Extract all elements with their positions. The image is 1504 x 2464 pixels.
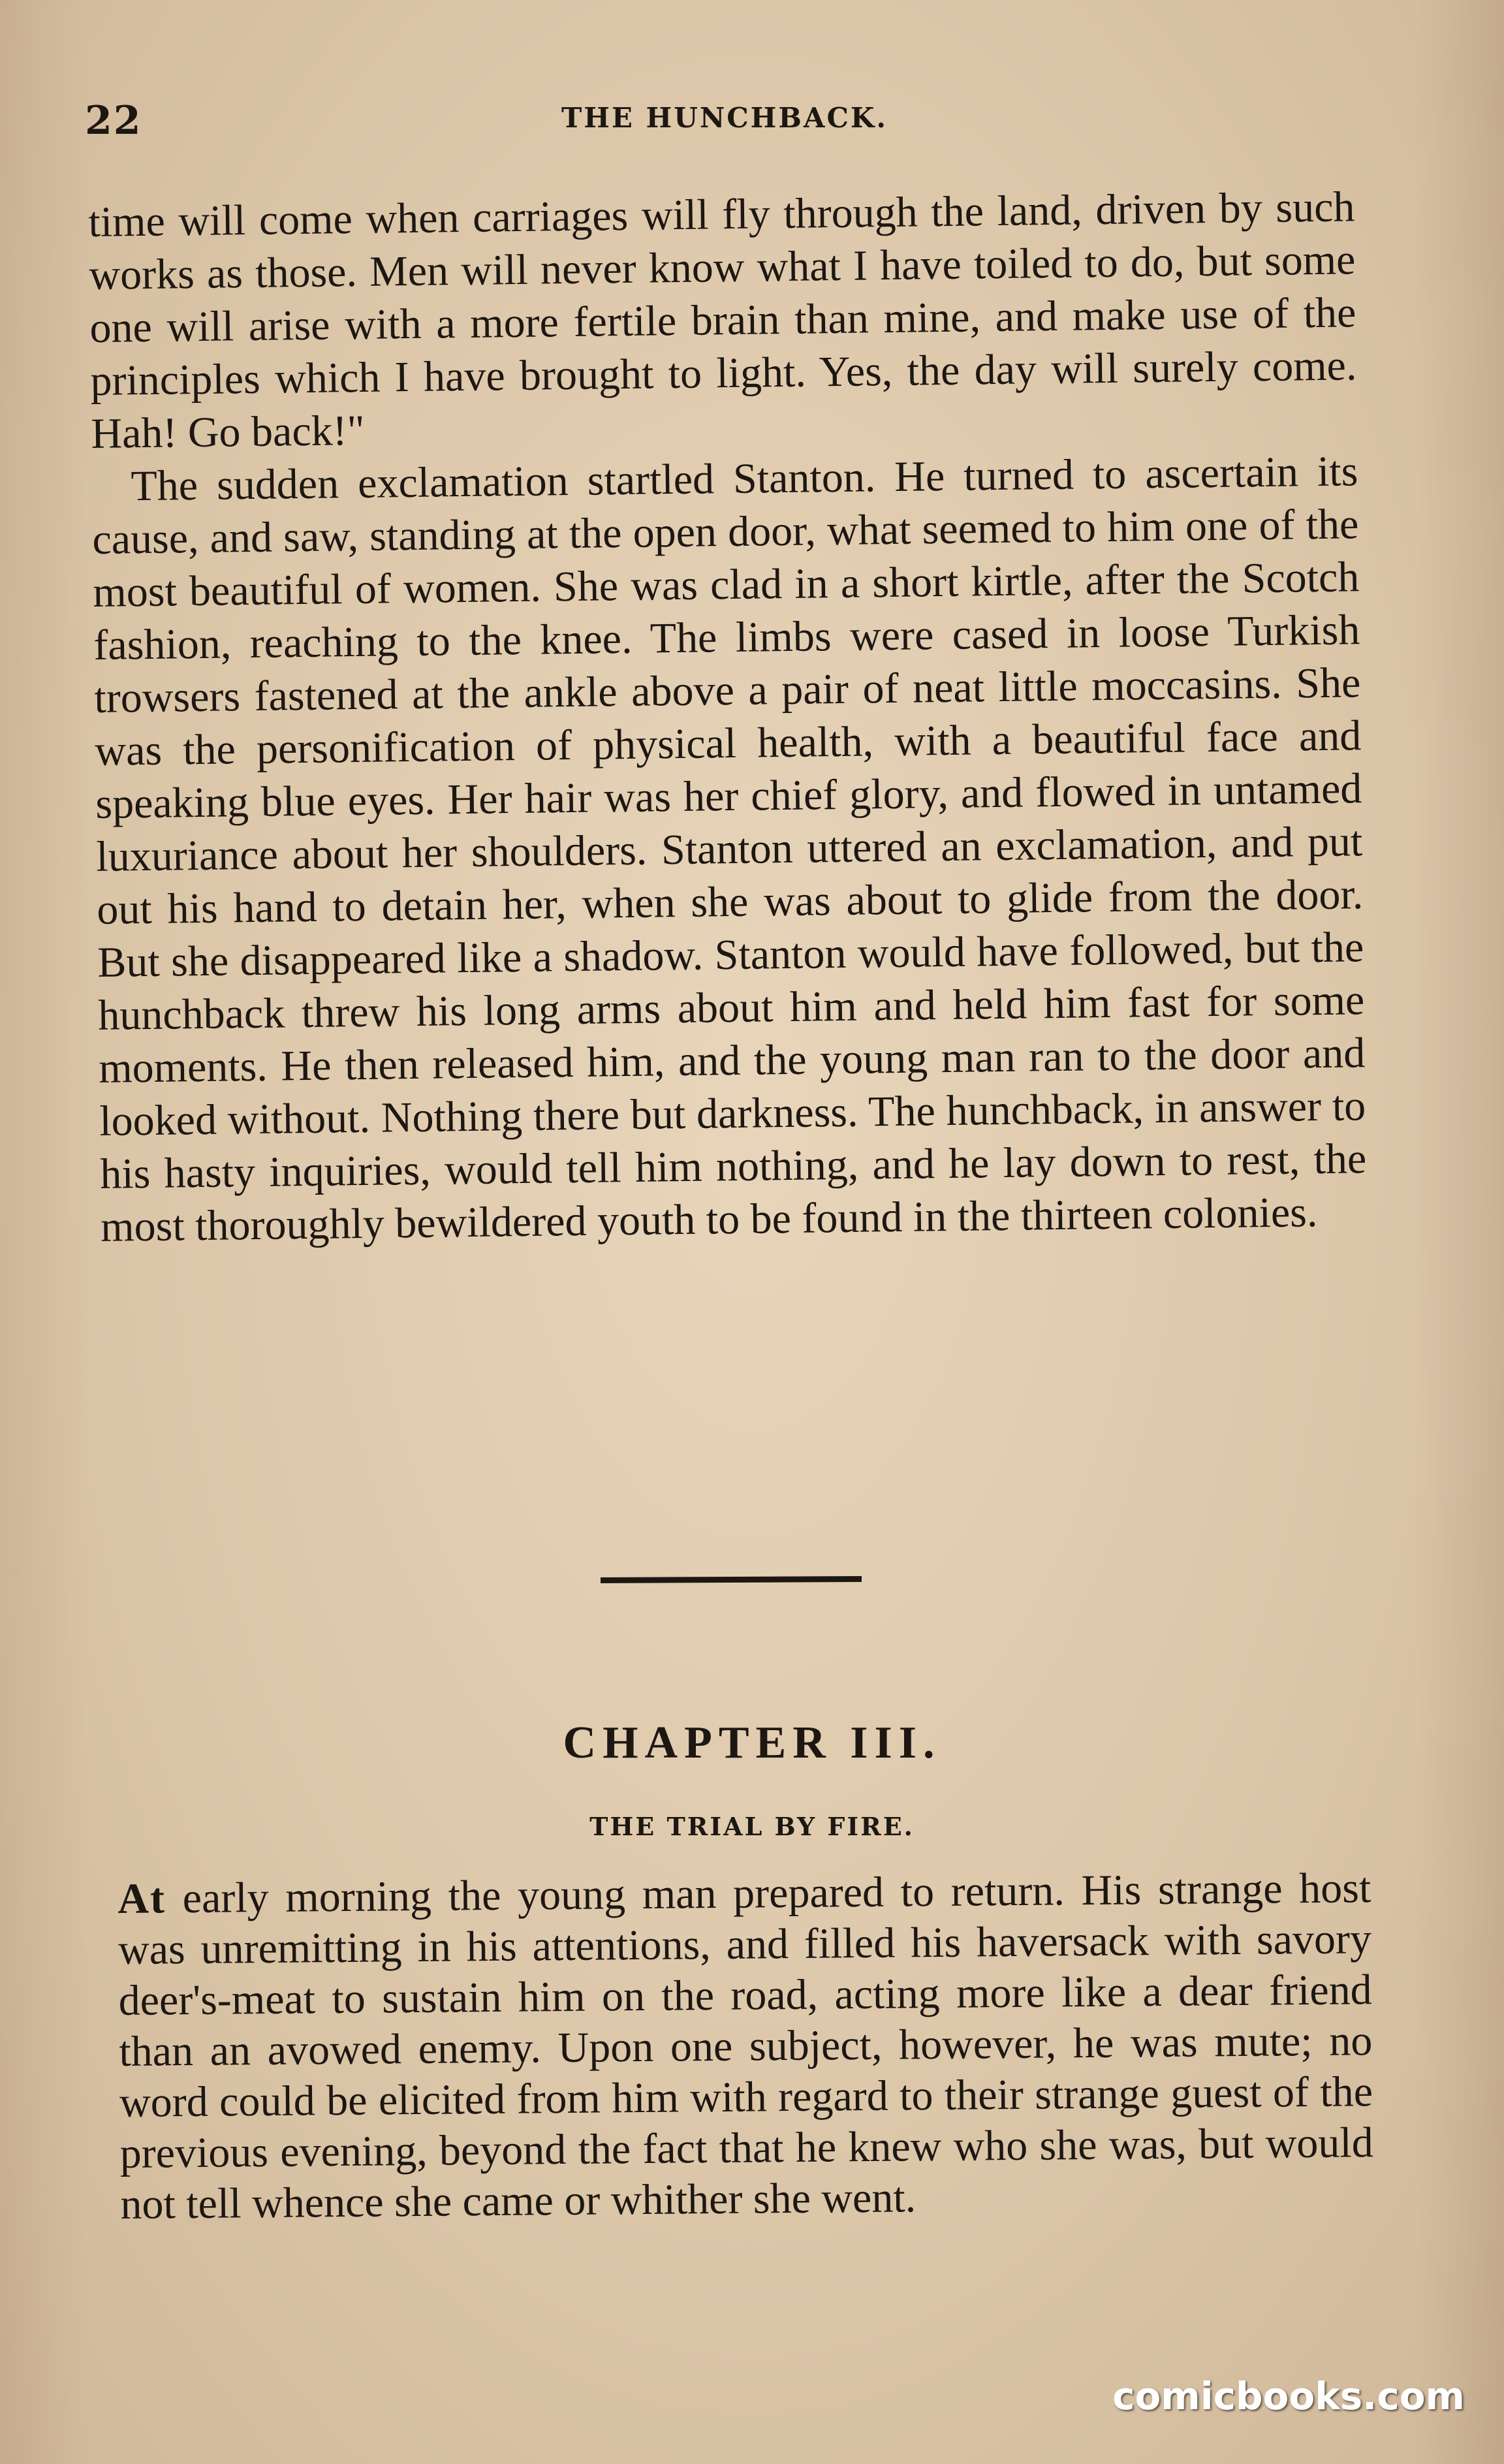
running-head	[85, 98, 1364, 144]
chapter-heading: CHAPTER III.	[563, 1718, 941, 1768]
chapter-subtitle: THE TRIAL BY FIRE.	[589, 1812, 915, 1841]
paragraph-1: time will come when carriages will fly through the land, driven by such works as those. Men will never know what I have toiled to do, but some one will arise with a more fertile brain than mine, and make use of the principles which I have brought to light. Yes, the day will surely come. Hah! Go back!"	[88, 183, 1357, 458]
page-number: 22	[85, 98, 142, 144]
running-title: THE HUNCHBACK.	[561, 102, 888, 134]
body-text	[88, 180, 1368, 1254]
chapter-opening-paragraph	[118, 1863, 1374, 2230]
watermark: comicbooks.com	[1112, 2374, 1465, 2418]
chapter-text: early morning the young man prepared to return. His strange host was unremitting in his attentions, and filled his haversack with savory deer's-meat to sustain him on the road, acting more like a dear friend than an avowed enemy. Upon one subject, however, he was mute; no word could be elicited from him with regard to their strange guest of the previous evening, beyond the fact that he knew who she was, but would not tell whence she came or whither she went.	[118, 1864, 1373, 2228]
section-divider	[601, 1576, 862, 1583]
paragraph-2: The sudden exclamation startled Stanton. He turned to ascertain its cause, and saw, standing at the open door, what seemed to him one of the most beautiful of women. She was clad in a short kirtle, after the Scotch fashion, reaching to the knee. The limbs were cased in loose Turkish trowsers fastened at the ankle above a pair of neat little moccasins. She was the personification of physical health, with a beautiful face and speaking blue eyes. Her hair was her chief glory, and flowed in untamed luxuriance about her shoulders. Stanton uttered an exclamation, and put out his hand to detain her, when she was about to glide from the door. But she disappeared like a shadow. Stanton would have followed, but the hunchback threw his long arms about him and held him fast for some moments. He then released him, and the young man ran to the door and looked without. Nothing there but darkness. The hunchback, in answer to his hasty inquiries, would tell him nothing, and he lay down to rest, the most thoroughly bewildered youth to be found in the thirteen colonies.	[91, 447, 1367, 1251]
chapter-dropcap: At	[118, 1874, 166, 1923]
